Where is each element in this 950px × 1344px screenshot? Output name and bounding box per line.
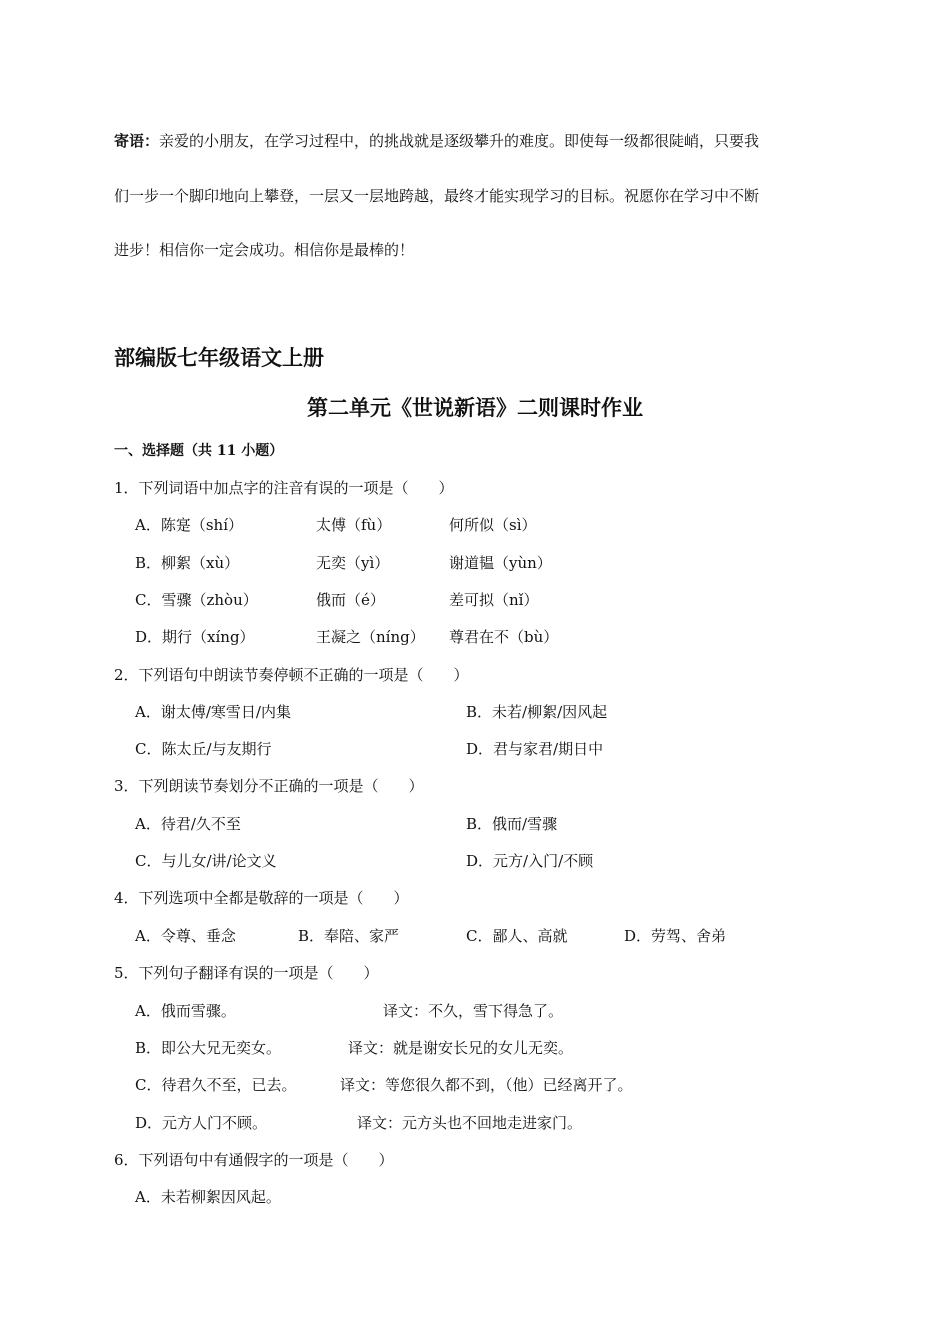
question-1-option-a1: A．陈寔（shí） [135,516,243,534]
question-6-option-a: A．未若柳絮因风起。 [135,1188,281,1206]
question-5-option-a-translation: 译文：不久，雪下得急了。 [383,1002,564,1020]
question-1-option-c1: C．雪骤（zhòu） [135,591,258,609]
question-2-stem: 2．下列语句中朗读节奏停顿不正确的一项是（ ） [114,666,469,684]
question-4-option-d: D．劳驾、舍弟 [624,927,727,945]
question-5-option-d: D．元方人门不顾。 [135,1114,268,1132]
message-line-1 [114,131,759,151]
question-5-option-c: C．待君久不至，已去。 [135,1076,297,1094]
question-5-stem: 5．下列句子翻译有误的一项是（ ） [114,964,379,982]
question-5-option-b-translation: 译文：就是谢安长兄的女儿无奕。 [348,1039,574,1057]
question-3-stem: 3．下列朗读节奏划分不正确的一项是（ ） [114,777,424,795]
question-5-option-c-translation: 译文：等您很久都不到，（他）已经离开了。 [340,1076,633,1094]
question-2-option-c: C．陈太丘/与友期行 [135,740,272,758]
question-5-option-a: A．俄而雪骤。 [135,1002,236,1020]
question-1-option-a3: 何所似（sì） [449,516,537,534]
question-1-option-b2: 无奕（yì） [316,554,390,572]
question-3-option-c: C．与儿女/讲/论文义 [135,852,277,870]
question-6-stem: 6．下列语句中有通假字的一项是（ ） [114,1151,394,1169]
question-1-option-d1: D．期行（xíng） [135,628,255,646]
section-heading: 一、选择题（共 11 小题） [114,443,284,459]
question-2-option-d: D．君与家君/期日中 [466,740,604,758]
question-3-option-d: D．元方/入门/不顾 [466,852,594,870]
message-line-2: 们一步一个脚印地向上攀登，一层又一层地跨越，最终才能实现学习的目标。祝愿你在学习中不断 [114,187,760,205]
message-text-1: 亲爱的小朋友，在学习过程中，的挑战就是逐级攀升的难度。即使每一级都很陡峭，只要我 [159,132,760,150]
question-4-option-c: C．鄙人、高就 [466,927,568,945]
question-5-option-d-translation: 译文：元方头也不回地走进家门。 [357,1114,583,1132]
question-1-option-c3: 差可拟（nǐ） [449,591,539,609]
question-1-stem: 1．下列词语中加点字的注音有误的一项是（ ） [114,479,454,497]
page-subtitle: 第二单元《世说新语》二则课时作业 [307,396,643,420]
question-3-option-b: B．俄而/雪骤 [466,815,558,833]
page-title: 部编版七年级语文上册 [114,346,324,370]
question-4-option-a: A．令尊、垂念 [135,927,236,945]
question-3-option-a: A．待君/久不至 [135,815,241,833]
question-2-option-b: B．未若/柳絮/因风起 [466,703,608,721]
question-5-option-b: B．即公大兄无奕女。 [135,1039,282,1057]
question-1-option-d3: 尊君在不（bù） [449,628,559,646]
question-1-option-b1: B．柳絮（xù） [135,554,240,572]
question-4-stem: 4．下列选项中全都是敬辞的一项是（ ） [114,889,409,907]
question-1-option-c2: 俄而（é） [316,591,385,609]
question-1-option-a2: 太傅（fù） [316,516,392,534]
question-1-option-b3: 谢道韫（yùn） [449,554,552,572]
message-label: 寄语： [114,132,160,150]
question-1-option-d2: 王凝之（níng） [316,628,425,646]
message-line-3: 进步！相信你一定会成功。相信你是最棒的！ [114,241,415,259]
question-2-option-a: A．谢太傅/寒雪日/内集 [135,703,291,721]
question-4-option-b: B．奉陪、家严 [298,927,400,945]
